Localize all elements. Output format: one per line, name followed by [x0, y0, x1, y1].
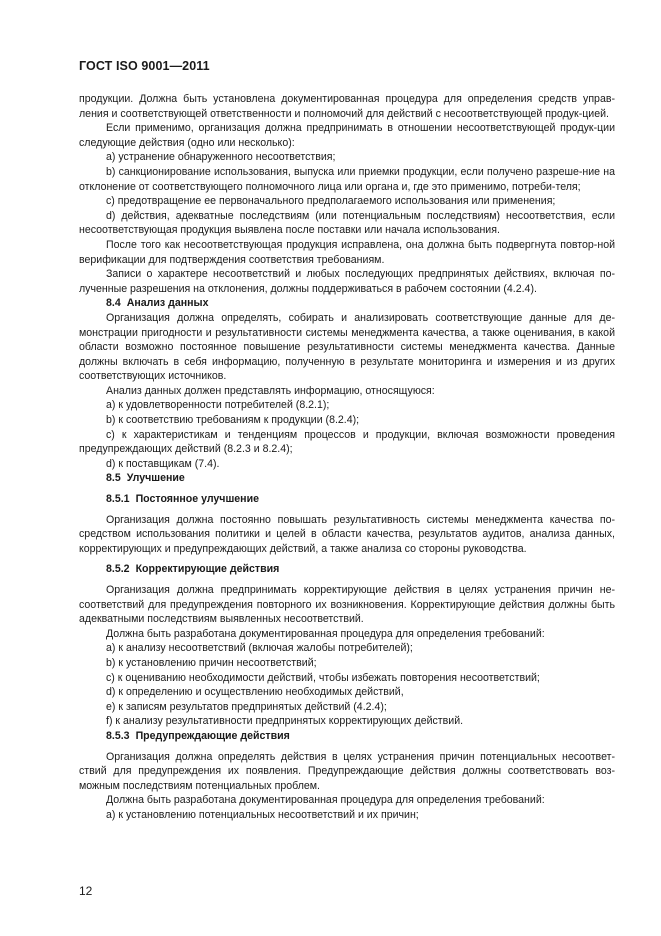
section-number: 8.5 — [106, 472, 121, 485]
document-body — [79, 92, 615, 823]
section-title: Анализ данных — [126, 297, 209, 310]
list-item: d) к определению и осуществлению необходимых действий, — [106, 686, 404, 699]
document-header: ГОСТ ISO 9001—2011 — [79, 59, 210, 73]
section-heading-8-4 — [79, 296, 615, 311]
section-heading-8-5-2 — [79, 562, 615, 577]
list-item: f) к анализу результативности предпринятых корректирующих действий. — [106, 715, 464, 728]
paragraph: Должна быть разработана документированная процедура для определения требований: — [106, 794, 545, 807]
paragraph: Анализ данных должен представлять информацию, относящуюся: — [106, 384, 435, 397]
list-item: c) к оцениванию необходимости действий, чтобы избежать повторения несоответствий; — [106, 671, 540, 684]
list-item: b) к установлению причин несоответствий; — [106, 656, 317, 669]
section-heading-8-5-1 — [79, 492, 615, 507]
section-heading-8-5 — [79, 471, 615, 486]
section-title: Корректирующие действия — [135, 563, 280, 576]
paragraph: Организация должна определять, собирать и анализировать соответствующие данные для де-монстрации пригодности и результативности системы менеджмента качества, а также оценивания, в какой области возможно постоянное повышение результативности системы менеджмента качества. Данные должны включать в себя информацию, полученную в результате мониторинга и измерения и из других соответствующих источников. — [79, 311, 615, 383]
section-number: 8.5.3 — [106, 729, 130, 742]
paragraph: Если применимо, организация должна предпринимать в отношении несоответствующей продук-ции следующие действия (одно или несколько): — [79, 122, 615, 149]
section-title: Постоянное улучшение — [135, 493, 259, 506]
section-heading-8-5-3 — [79, 729, 615, 744]
section-number: 8.4 — [106, 297, 121, 310]
list-item: c) к характеристикам и тенденциям процессов и продукции, включая возможности проведения предупреждающих действий (8.2.3 и 8.2.4); — [79, 428, 615, 456]
list-item: a) устранение обнаруженного несоответствия; — [106, 151, 336, 164]
section-title: Улучшение — [126, 472, 185, 485]
paragraph: Записи о характере несоответствий и любых последующих предпринятых действиях, включая по-лученные разрешения на отклонения, должны поддерживаться в рабочем состоянии (4.2.4). — [79, 268, 615, 295]
paragraph: Организация должна постоянно повышать результативность системы менеджмента качества по-средством использования политики и целей в области качества, результатов аудитов, анализа данных, корректирующих и предупреждающих действий, а также анализа со стороны руководства. — [79, 513, 615, 555]
list-item: a) к удовлетворенности потребителей (8.2.1); — [106, 399, 330, 412]
list-item: d) к поставщикам (7.4). — [106, 457, 220, 470]
list-item: a) к установлению потенциальных несоответствий и их причин; — [106, 808, 419, 821]
section-title: Предупреждающие действия — [135, 729, 290, 742]
paragraph: Должна быть разработана документированная процедура для определения требований: — [106, 627, 545, 640]
paragraph: После того как несоответствующая продукция исправлена, она должна быть подвергнута повтор-ной верификации для подтверждения соответствия требованиям. — [79, 238, 615, 266]
paragraph: Организация должна определять действия в целях устранения причин потенциальных несоответ-ствий для предупреждения их появления. Предупреждающие действия должны соответствовать воз-можным последствиям потенциальных проблем. — [79, 750, 615, 792]
section-number: 8.5.2 — [106, 563, 130, 576]
list-item: c) предотвращение ее первоначального предполагаемого использования или применения; — [106, 195, 556, 208]
paragraph: Организация должна предпринимать корректирующие действия в целях устранения причин не-соответствий для предупреждения повторного их возникновения. Корректирующие действия должны быть адекватными последствиям выявленных несоответствий. — [79, 584, 615, 626]
list-item: d) действия, адекватные последствиям (или потенциальным последствиям) несоответствия, если несоответствующая продукция выявлена после поставки или начала использования. — [79, 209, 615, 237]
list-item: a) к анализу несоответствий (включая жалобы потребителей); — [106, 642, 413, 655]
paragraph: продукции. Должна быть установлена документированная процедура для определения средств управ-ления и соответствующей ответственности и полномочий для действий с несоответствующей продук-цией. — [79, 93, 615, 120]
section-number: 8.5.1 — [106, 493, 130, 506]
page-number: 12 — [79, 884, 93, 898]
list-item: b) санкционирование использования, выпуска или приемки продукции, если получено разреше-ние на отклонение от соответствующего полномочного лица или органа и, где это применимо, потреби-теля; — [79, 165, 615, 193]
list-item: b) к соответствию требованиям к продукции (8.2.4); — [106, 414, 360, 427]
list-item: e) к записям результатов предпринятых действий (4.2.4); — [106, 700, 387, 713]
